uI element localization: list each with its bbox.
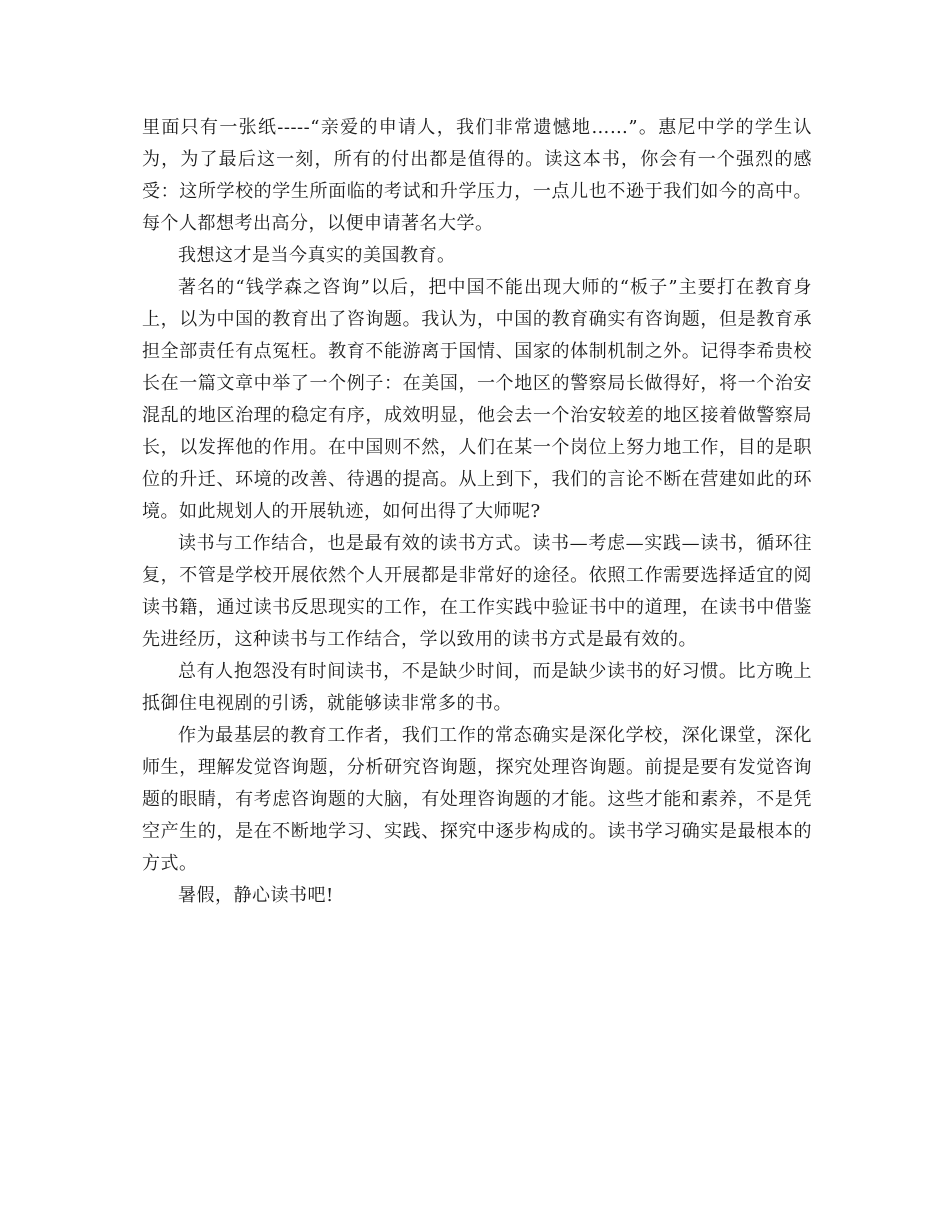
document-page xyxy=(142,112,812,912)
paragraph-3: 著名的“钱学森之咨询”以后，把中国不能出现大师的“板子”主要打在教育身上，以为中国的教育出了咨询题。我认为，中国的教育确实有咨询题，但是教育承担全部责任有点冤枉。教育不能游离于国情、国家的体制机制之外。记得李希贵校长在一篇文章中举了一个例子：在美国，一个地区的警察局长做得好，将一个治安混乱的地区治理的稳定有序，成效明显，他会去一个治安较差的地区接着做警察局长，以发挥他的作用。在中国则不然，人们在某一个岗位上努力地工作，目的是职位的升迁、环境的改善、待遇的提高。从上到下，我们的言论不断在营建如此的环境。如此规划人的开展轨迹，如何出得了大师呢? xyxy=(142,277,812,522)
paragraph-2: 我想这才是当今真实的美国教育。 xyxy=(178,245,456,266)
paragraph-6: 作为最基层的教育工作者，我们工作的常态确实是深化学校，深化课堂，深化师生，理解发觉咨询题，分析研究咨询题，探究处理咨询题。前提是要有发觉咨询题的眼睛，有考虑咨询题的大脑，有处理咨询题的才能。这些才能和素养，不是凭空产生的，是在不断地学习、实践、探究中逐步构成的。读书学习确实是最根本的方式。 xyxy=(142,725,812,874)
paragraph-5: 总有人抱怨没有时间读书，不是缺少时间，而是缺少读书的好习惯。比方晚上抵御住电视剧的引诱，就能够读非常多的书。 xyxy=(142,661,812,714)
paragraph-4: 读书与工作结合，也是最有效的读书方式。读书—考虑—实践—读书，循环往复，不管是学校开展依然个人开展都是非常好的途径。依照工作需要选择适宜的阅读书籍，通过读书反思现实的工作，在工作实践中验证书中的道理，在读书中借鉴先进经历，这种读书与工作结合，学以致用的读书方式是最有效的。 xyxy=(142,533,812,650)
paragraph-7: 暑假，静心读书吧! xyxy=(178,885,334,906)
paragraph-1: 里面只有一张纸-----“亲爱的申请人，我们非常遗憾地……”。惠尼中学的学生认为，为了最后这一刻，所有的付出都是值得的。读这本书，你会有一个强烈的感受：这所学校的学生所面临的考试和升学压力，一点儿也不逊于我们如今的高中。每个人都想考出高分，以便申请著名大学。 xyxy=(142,117,812,234)
